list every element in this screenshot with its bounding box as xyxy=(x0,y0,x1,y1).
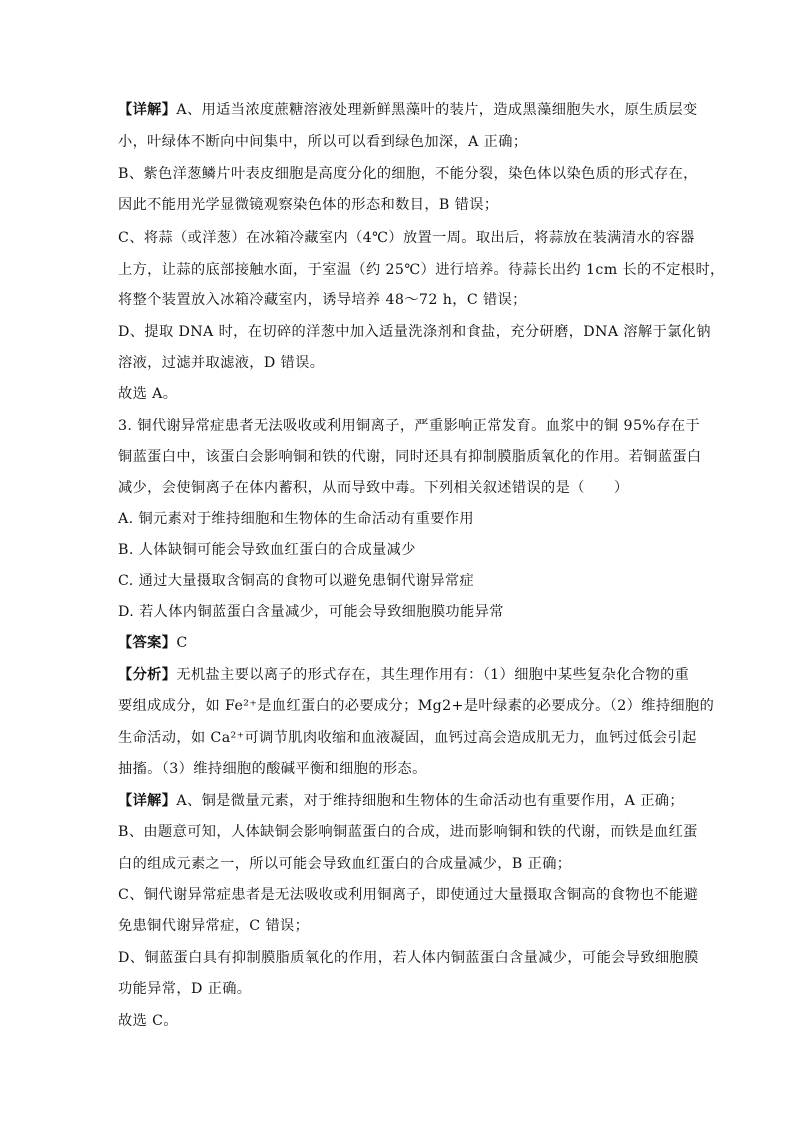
question-stem-line: 铜蓝蛋白中，该蛋白会影响铜和铁的代谢，同时还具有抑制膜脂质氧化的作用。若铜蓝蛋白 xyxy=(118,449,702,465)
text-line: 【详解】A、用适当浓度蔗糖溶液处理新鲜黑藻叶的装片，造成黑藻细胞失水，原生质层变 xyxy=(118,102,698,118)
analysis-line: 生命活动，如 Ca²⁺可调节肌肉收缩和血液凝固，血钙过高会造成肌无力，血钙过低会引起 xyxy=(118,730,697,746)
analysis-line: 【分析】无机盐主要以离子的形式存在，其生理作用有：（1）细胞中某些复杂化合物的重 xyxy=(118,667,690,683)
detail-line: 免患铜代谢异常症，C 错误； xyxy=(118,918,310,934)
detail-label: 【详解】 xyxy=(118,102,177,118)
detail-line: 白的组成元素之一，所以可能会导致血红蛋白的合成量减少，B 正确； xyxy=(118,856,572,872)
text-line: 将整个装置放入冰箱冷藏室内，诱导培养 48～72 h，C 错误； xyxy=(118,292,527,308)
text-line: D、提取 DNA 时，在切碎的洋葱中加入适量洗涤剂和食盐，充分研磨，DNA 溶解于氯化钠 xyxy=(118,324,711,340)
detail-line: C、铜代谢异常症患者是无法吸收或利用铜离子，即使通过大量摄取含铜高的食物也不能避 xyxy=(118,887,699,903)
analysis-line: 要组成成分，如 Fe²⁺是血红蛋白的必要成分；Mg2+是叶绿素的必要成分。（2）维持细胞的 xyxy=(118,698,715,714)
detail-line: 【详解】A、铜是微量元素，对于维持细胞和生物体的生命活动也有重要作用，A 正确； xyxy=(118,793,684,809)
analysis-line: 抽搐。（3）维持细胞的酸碱平衡和细胞的形态。 xyxy=(118,761,427,777)
text-line: 故选 A。 xyxy=(118,386,178,402)
question-stem-line: 减少，会使铜离子在体内蓄积，从而导致中毒。下列相关叙述错误的是（ ） xyxy=(118,480,629,496)
option-b: B. 人体缺铜可能会导致血红蛋白的合成量减少 xyxy=(118,542,416,558)
detail-line: D、铜蓝蛋白具有抑制膜脂质氧化的作用，若人体内铜蓝蛋白含量减少，可能会导致细胞膜 xyxy=(118,950,699,966)
answer-line xyxy=(118,633,688,653)
option-a: A. 铜元素对于维持细胞和生物体的生命活动有重要作用 xyxy=(118,511,474,527)
text-line: 因此不能用光学显微镜观察染色体的形态和数目，B 错误； xyxy=(118,197,499,213)
detail-line: 功能异常，D 正确。 xyxy=(118,981,252,997)
text-line: 小，叶绿体不断向中间集中，所以可以看到绿色加深，A 正确； xyxy=(118,134,528,150)
option-d: D. 若人体内铜蓝蛋白含量减少，可能会导致细胞膜功能异常 xyxy=(118,604,504,620)
analysis-label: 【分析】 xyxy=(118,667,177,683)
detail-line: 故选 C。 xyxy=(118,1013,178,1029)
question-stem-line: 3. 铜代谢异常症患者无法吸收或利用铜离子，严重影响正常发育。血浆中的铜 95%存在于 xyxy=(118,418,701,434)
option-c: C. 通过大量摄取含铜高的食物可以避免患铜代谢异常症 xyxy=(118,573,475,589)
text-line: 溶液，过滤并取滤液，D 错误。 xyxy=(118,355,325,371)
text-line: C、将蒜（或洋葱）在冰箱冷藏室内（4℃）放置一周。取出后，将蒜放在装满清水的容器 xyxy=(118,230,695,246)
detail-line: B、由题意可知，人体缺铜会影响铜蓝蛋白的合成，进而影响铜和铁的代谢，而铁是血红蛋 xyxy=(118,824,698,840)
answer-value: C xyxy=(176,635,188,651)
detail-label: 【详解】 xyxy=(118,793,177,809)
answer-label: 【答案】 xyxy=(118,635,177,651)
text-line: B、紫色洋葱鳞片叶表皮细胞是高度分化的细胞，不能分裂，染色体以染色质的形式存在， xyxy=(118,166,698,182)
text-line: 上方，让蒜的底部接触水面，于室温（约 25℃）进行培养。待蒜长出约 1cm 长的不定根时， xyxy=(118,262,725,278)
